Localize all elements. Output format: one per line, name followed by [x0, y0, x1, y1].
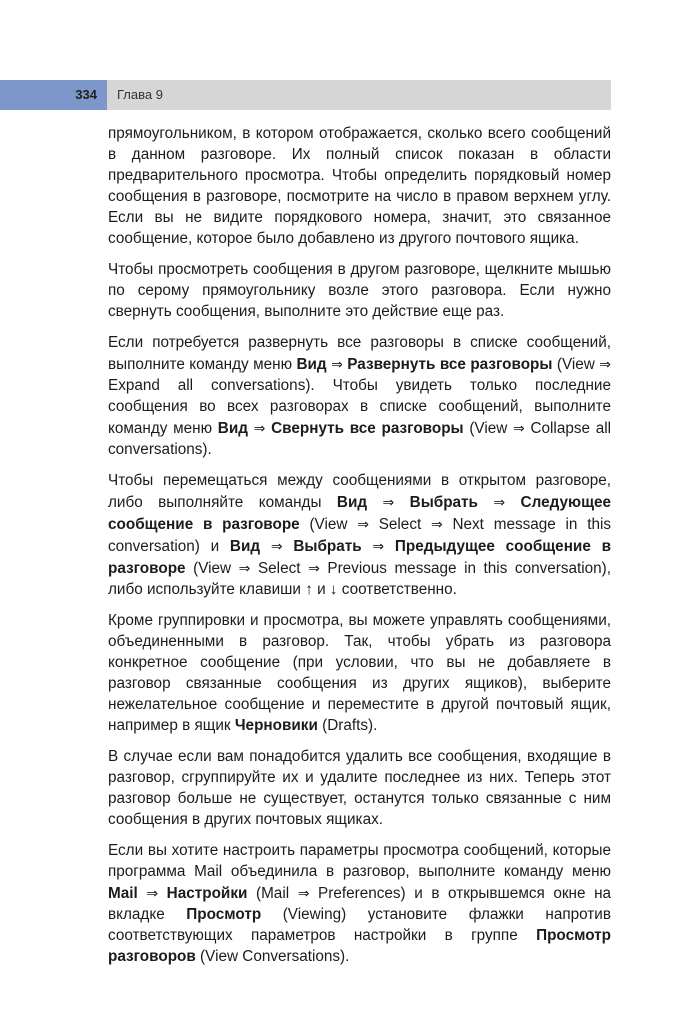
text-run: Expand all conversations). Чтобы увидеть только последние сообщения во всех разговорах в списке сообщений, выполните команду меню: [108, 376, 611, 437]
page-number: 334: [75, 87, 97, 102]
text-run: Select: [368, 515, 431, 533]
text-run: (View Conversations).: [195, 947, 350, 965]
text-run: Select: [250, 559, 309, 577]
menu-view: Вид: [229, 537, 261, 555]
text-run: (Mail: [247, 884, 290, 902]
text-run: Collapse all conversations).: [108, 419, 612, 458]
text-run: (Viewing) установите флажки напротив соответствующих параметров настройки в группе: [108, 905, 611, 944]
menu-select: Выбрать: [293, 537, 362, 555]
arrow-icon: ⇒: [331, 356, 343, 373]
text-run: Если потребуется развернуть все разговоры в списке сообщений, выполните команду меню: [108, 334, 611, 374]
text-run: Previous message in this conversation), либо используйте клавиши: [108, 559, 611, 598]
down-arrow-key-icon: ↓: [329, 580, 338, 598]
mailbox-drafts: Черновики: [234, 716, 318, 734]
arrow-icon: ⇒: [513, 419, 525, 436]
text-run: (View: [552, 356, 600, 374]
arrow-icon: ⇒: [238, 559, 251, 576]
menu-collapse-all: Свернуть все разговоры: [271, 419, 464, 437]
text-run: Кроме группировки и просмотра, вы можете управлять сообщениями, объединенными в разговор. Так, чтобы убрать из разговора конкретное сообщение (при условии, что вы не добавляете в разговор связанные сообщения из других ящиков), выберите нежелательное сообщение и переместите в другой почтовый ящик, например в ящик: [108, 612, 611, 734]
text-run: (View: [185, 559, 239, 577]
chapter-title: Глава 9: [117, 87, 163, 102]
text-run: Чтобы просмотреть сообщения в другом разговоре, щелкните мышью по серому прямоугольнику возле этого разговора. Если нужно свернуть сообщения, выполните это действие еще раз.: [108, 260, 611, 320]
arrow-icon: ⇒: [357, 515, 369, 532]
text-run: (Drafts).: [317, 716, 378, 734]
text-run: соответственно.: [337, 580, 457, 598]
paragraph-2: [108, 260, 611, 323]
running-header: [0, 80, 611, 110]
paragraph-6: [108, 747, 611, 831]
arrow-icon: ⇒: [297, 884, 310, 901]
text-run: В случае если вам понадобится удалить все сообщения, входящие в разговор, сгруппируйте их и удалите последнее из них. Теперь этот разговор больше не существует, останутся только связанные с ним сообщения в других почтовых ящиках.: [108, 747, 611, 828]
menu-expand-all: Развернуть все разговоры: [347, 356, 553, 374]
arrow-icon: ⇒: [253, 419, 266, 436]
arrow-icon: ⇒: [146, 884, 159, 901]
arrow-icon: ⇒: [308, 559, 320, 576]
group-view-conversations: Просмотр разговоров: [108, 926, 611, 965]
arrow-icon: ⇒: [270, 537, 283, 554]
text-run: Preferences) и в открывшемся окне на вкладке: [108, 884, 612, 923]
text-run: Если вы хотите настроить параметры просмотра сообщений, которые программа Mail объединила в разговор, выполните команду меню: [108, 842, 611, 880]
menu-next-message: Следующее сообщение в разговоре: [108, 494, 611, 533]
text-run: (View: [299, 515, 358, 533]
arrow-icon: ⇒: [493, 494, 506, 510]
paragraph-7: [108, 841, 611, 967]
text-run: Чтобы перемещаться между сообщениями в открытом разговоре, либо выполняйте команды: [108, 472, 611, 511]
body-text: [108, 124, 611, 978]
up-arrow-key-icon: ↑: [305, 580, 313, 598]
paragraph-5: [108, 611, 611, 736]
paragraph-1: [108, 124, 611, 249]
menu-select: Выбрать: [409, 494, 478, 511]
arrow-icon: ⇒: [372, 537, 385, 554]
text-run: Next message in this conversation) и: [108, 515, 612, 555]
text-run: и: [312, 580, 330, 598]
menu-view: Вид: [217, 419, 248, 437]
menu-mail: Mail: [108, 884, 138, 902]
text-run: прямоугольником, в котором отображается, сколько всего сообщений в данном разговоре. Их полный список показан в области предварительного просмотра. Чтобы определить порядковый номер сообщения в разговоре, посмотрите на число в правом верхнем углу. Если вы не видите порядкового номера, значит, это связанное сообщение, которое было добавлено из другого почтового ящика.: [108, 125, 611, 247]
text-run: (View: [463, 419, 514, 437]
arrow-icon: ⇒: [382, 494, 395, 510]
tab-viewing: Просмотр: [186, 905, 262, 923]
menu-previous-message: Предыдущее сообщение в разговоре: [108, 537, 612, 577]
arrow-icon: ⇒: [430, 515, 443, 532]
menu-preferences: Настройки: [166, 884, 248, 902]
page-number-box: [0, 80, 107, 110]
paragraph-3: [108, 333, 611, 460]
paragraph-4: [108, 471, 611, 600]
menu-view: Вид: [296, 356, 327, 374]
menu-view: Вид: [336, 494, 368, 511]
arrow-icon: ⇒: [599, 356, 612, 373]
